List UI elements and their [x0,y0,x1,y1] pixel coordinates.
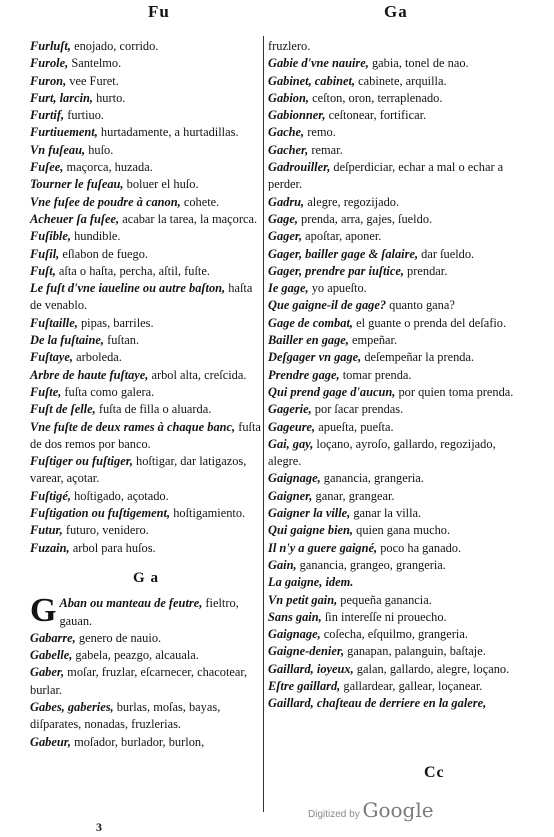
entry-headword: Fuſtaye, [30,350,74,365]
entry-headword: Le fuſt d'vne iaueline ou autre baſton, [30,281,226,296]
entry-headword: Arbre de haute fuſtaye, [30,367,149,382]
dictionary-entry [268,315,520,332]
entry-definition: hoſtigado, açotado. [70,488,169,503]
signature-mark: Cc [424,764,445,781]
entry-definition: quien gana mucho. [353,523,451,538]
entry-headword: Furole, [30,56,69,71]
dictionary-entry [30,55,262,72]
entry-definition: prendar. [403,263,448,278]
dictionary-entry [30,263,262,280]
dictionary-entry [268,574,520,591]
entry-definition: Santelmo. [68,56,122,71]
dictionary-entry [30,194,262,211]
entry-definition: yo apueſto. [308,281,367,296]
entry-headword: Fuſt, [30,263,56,278]
dictionary-entry [268,661,520,678]
entry-definition: fuſta de filla o aluarda. [95,402,212,417]
dictionary-entry [30,367,262,384]
entry-definition: remo. [304,125,336,140]
dictionary-entry [30,73,262,90]
dictionary-entry [268,107,520,124]
dictionary-entry [30,522,262,539]
entry-definition: arboleda. [73,350,122,365]
entry-definition: quanto gana? [386,298,455,313]
entry-headword: Gageure, [268,419,316,434]
dictionary-entry [268,488,520,505]
entry-definition: deſempeñar la prenda. [361,350,475,365]
entry-definition: ganar, grangear. [312,488,395,503]
entry-definition: fuſta como galera. [61,384,155,399]
entry-headword: Aban ou manteau de feutre, [59,596,203,611]
entry-headword: Gai, gay, [268,436,314,451]
dictionary-entry [30,142,262,159]
dictionary-entry [268,55,520,72]
entry-definition: vee Furet. [66,73,119,88]
entry-definition: boluer el huſo. [123,177,199,192]
dictionary-entry [268,401,520,418]
dictionary-entry [30,540,262,557]
dictionary-entry [30,90,262,107]
dictionary-entry [268,609,520,626]
entry-definition: por ſacar prendas. [311,402,404,417]
dictionary-entry [30,592,262,630]
entry-definition: pequeña ganancia. [337,592,432,607]
dictionary-entry [30,280,262,315]
entry-headword: Gabelle, [30,648,73,663]
dictionary-entry [268,297,520,314]
entry-headword: Fuſtaille, [30,315,78,330]
entry-definition: prenda, arra, gajes, ſueldo. [297,211,433,226]
dictionary-entry [268,470,520,487]
dictionary-entry [268,194,520,211]
footer-prefix: Digitized by [308,809,363,820]
entry-definition: fuſta de dos remos por banco. [30,419,261,451]
entry-headword: Vn fuſeau, [30,142,86,157]
dictionary-entry [30,159,262,176]
dictionary-entry [30,332,262,349]
entry-headword: Gaillard, chaſteau de derriere en la galere, [268,696,487,711]
entry-definition: burlas, moſas, bayas, diſparates, nonadas, fruzlerias. [30,699,221,732]
entry-definition: ganancia, grangeria. [320,471,424,486]
entry-definition: hundible. [70,229,121,244]
dictionary-entry [30,349,262,366]
entry-headword: Gaigne-denier, [268,644,345,659]
entry-headword: Gain, [268,557,297,572]
entry-definition: furtiuo. [64,108,105,123]
entry-definition: hurtadamente, a hurtadillas. [97,125,239,140]
entry-headword: Gaigner, [268,488,313,503]
entry-headword: Vne fuſee de poudre à canon, [30,194,181,209]
section-heading: G a [133,569,159,586]
entry-headword: Gager, prendre par iuſtice, [268,263,404,278]
dictionary-entry [268,246,520,263]
entry-definition: eſlabon de fuego. [59,246,149,261]
column-divider [263,36,264,812]
dictionary-entry [30,211,262,228]
dictionary-entry [268,280,520,297]
left-bottom-list [30,592,262,751]
entry-definition: moſar, fruzlar, eſcarnecer, chacotear, burlar. [30,665,248,697]
dictionary-entry [268,695,520,712]
dictionary-entry [30,488,262,505]
dictionary-entry [30,315,262,332]
entry-headword: Eſtre gaillard, [268,678,341,693]
dictionary-entry [30,124,262,141]
dictionary-entry [268,643,520,660]
page-mark: 3 [96,820,102,834]
right-column [268,38,520,713]
entry-headword: Bailler en gage, [268,333,349,348]
dictionary-entry [30,699,262,734]
dictionary-entry [268,540,520,557]
entry-definition: apoſtar, aponer. [302,229,382,244]
entry-definition: ſin intereſſe ni prouecho. [321,609,447,624]
dictionary-entry [268,38,520,55]
entry-definition: haſta de venablo. [30,281,253,313]
entry-definition: genero de nauio. [75,630,162,645]
right-running-header: Ga [384,2,408,21]
entry-headword: La gaigne, idem. [268,575,354,590]
entry-headword: Gaillard, ioyeux, [268,661,354,676]
entry-headword: Gadrouiller, [268,160,331,175]
dictionary-entry [30,664,262,699]
entry-definition: dar ſueldo. [418,246,475,261]
entry-headword: Fuſt de ſelle, [30,402,96,417]
entry-headword: Ie gage, [268,281,309,296]
dictionary-entry [268,557,520,574]
entry-definition: empeñar. [348,333,398,348]
entry-definition: enojado, corrido. [70,39,159,53]
entry-headword: Fuzain, [30,540,70,555]
entry-headword: Gabionner, [268,108,326,123]
entry-headword: Gacher, [268,142,309,157]
dictionary-entry [30,107,262,124]
entry-definition: ganancia, grangeo, grangeria. [296,557,446,572]
dictionary-entry [30,419,262,454]
entry-definition: el guante o prenda del deſafio. [353,315,507,330]
dictionary-entry [268,505,520,522]
entry-definition: huſo. [85,142,114,157]
dictionary-entry [268,124,520,141]
entry-headword: Furtif, [30,108,65,123]
entry-definition: apueſta, pueſta. [315,419,394,434]
entry-headword: Sans gain, [268,609,322,624]
entry-headword: Furon, [30,73,67,88]
entry-headword: Gaignage, [268,471,321,486]
entry-definition: ceſtonear, fortificar. [325,108,427,123]
entry-headword: Que gaigne-il de gage? [268,298,387,313]
entry-headword: Furt, larcin, [30,90,94,105]
entry-definition: arbol alta, creſcida. [148,367,247,382]
entry-headword: Gagerie, [268,402,312,417]
dictionary-entry [30,246,262,263]
entry-headword: Gadru, [268,194,305,209]
dictionary-entry [30,453,262,488]
entry-definition: futuro, venidero. [62,523,149,538]
dictionary-entry [30,38,262,55]
entry-definition: gabela, peazgo, alcauala. [72,648,199,663]
entry-headword: Gaignage, [268,627,321,642]
entry-definition: maçorca, huzada. [63,160,153,175]
entry-definition: coſecha, eſquilmo, grangeria. [320,627,468,642]
entry-headword: Gabion, [268,90,309,105]
dictionary-entry [268,332,520,349]
entry-definition: hoſtigamiento. [170,506,246,521]
entry-definition: por quien toma prenda. [395,384,514,399]
entry-definition: fruzlero. [268,39,311,53]
entry-definition: ceſton, oron, terraplenado. [308,90,443,105]
entry-definition: moſador, burlador, burlon, [70,734,205,749]
dictionary-entry [268,384,520,401]
entry-headword: Futur, [30,523,63,538]
entry-headword: Qui gaigne bien, [268,523,354,538]
dictionary-entry [268,436,520,471]
dictionary-entry [268,73,520,90]
dictionary-entry [30,384,262,401]
right-entries [268,38,520,713]
entry-definition: aſta o haſta, percha, aſtil, fuſte. [55,263,210,278]
entry-definition: hoſtigar, dar latigazos, varear, açotar. [30,454,247,486]
entry-headword: Deſgager vn gage, [268,350,362,365]
entry-headword: Fuſee, [30,160,64,175]
left-running-header: Fu [148,2,170,21]
dictionary-entry [30,647,262,664]
dictionary-entry [30,734,262,751]
entry-definition: acabar la tarea, la maçorca. [119,211,258,226]
entry-headword: Gager, [268,229,303,244]
entry-headword: Gabes, gaberies, [30,699,114,714]
entry-headword: Gager, bailler gage & ſalaire, [268,246,419,261]
dictionary-entry [268,159,520,194]
entry-definition: fuſtan. [104,333,140,348]
entry-headword: Qui prend gage d'aucun, [268,384,396,399]
google-logo: Google [362,798,434,822]
entry-definition: galan, gallardo, alegre, loçano. [353,661,510,676]
dictionary-entry [268,367,520,384]
entry-headword: Gaber, [30,665,65,680]
dictionary-entry [30,401,262,418]
left-bottom-entries [30,592,262,751]
drop-cap: G [30,592,57,630]
dictionary-entry [268,592,520,609]
entry-headword: Acheuer ſa fuſee, [30,211,120,226]
dictionary-entry [30,228,262,245]
entry-headword: Furluſt, [30,39,71,53]
entry-headword: Il n'y a guere gaigné, [268,540,378,555]
entry-headword: Vn petit gain, [268,592,338,607]
entry-headword: De la fuſtaine, [30,333,104,348]
dictionary-entry [268,522,520,539]
entry-headword: Prendre gage, [268,367,340,382]
entry-definition: arbol para huſos. [69,540,156,555]
entry-headword: Gabeur, [30,734,71,749]
entry-definition: ganar la villa. [350,506,422,521]
dictionary-entry [30,176,262,193]
dictionary-entry [268,211,520,228]
entry-definition: cabinete, arquilla. [355,73,447,88]
dictionary-entry [268,263,520,280]
entry-definition: fieltro, gauan. [59,596,239,628]
entry-headword: Gage, [268,211,298,226]
entry-definition: tomar prenda. [339,367,412,382]
dictionary-entry [268,349,520,366]
entry-headword: Gabarre, [30,630,76,645]
entry-headword: Gaigner la ville, [268,506,351,521]
entry-definition: gallardear, gallear, loçanear. [340,678,483,693]
dictionary-entry [268,142,520,159]
dictionary-entry [268,626,520,643]
dictionary-entry [268,678,520,695]
entry-headword: Vne fuſte de deux rames à chaque banc, [30,419,236,434]
entry-definition: gabia, tonel de nao. [368,56,469,71]
entry-headword: Fuſtiger ou fuſtiger, [30,454,133,469]
dictionary-entry [268,419,520,436]
entry-headword: Fuſte, [30,384,62,399]
entry-definition: hurto. [93,90,126,105]
dictionary-entry [30,505,262,522]
entry-headword: Gage de combat, [268,315,353,330]
entry-definition: alegre, regozijado. [304,194,400,209]
entry-headword: Fuſible, [30,229,71,244]
entry-definition: poco ha ganado. [377,540,462,555]
entry-headword: Furtiuement, [30,125,98,140]
left-top-entries [30,38,262,557]
entry-definition: remar. [308,142,343,157]
entry-definition: pipas, barriles. [77,315,154,330]
entry-headword: Gabinet, cabinet, [268,73,356,88]
digitized-footer [308,798,434,822]
dictionary-entry [30,630,262,647]
entry-headword: Gache, [268,125,305,140]
entry-definition: ganapan, palanguin, baſtaje. [344,644,486,659]
entry-headword: Tourner le fuſeau, [30,177,124,192]
dictionary-entry [268,228,520,245]
entry-definition: deſperdiciar, echar a mal o echar a perder. [268,160,504,192]
entry-headword: Gabie d'vne nauire, [268,56,369,71]
entry-definition: loçano, ayroſo, gallardo, regozijado, alegre. [268,436,496,469]
entry-headword: Fuſtigé, [30,488,71,503]
entry-definition: cohete. [180,194,220,209]
entry-headword: Fuſil, [30,246,60,261]
left-column [30,38,262,751]
entry-headword: Fuſtigation ou fuſtigement, [30,506,171,521]
dictionary-entry [268,90,520,107]
